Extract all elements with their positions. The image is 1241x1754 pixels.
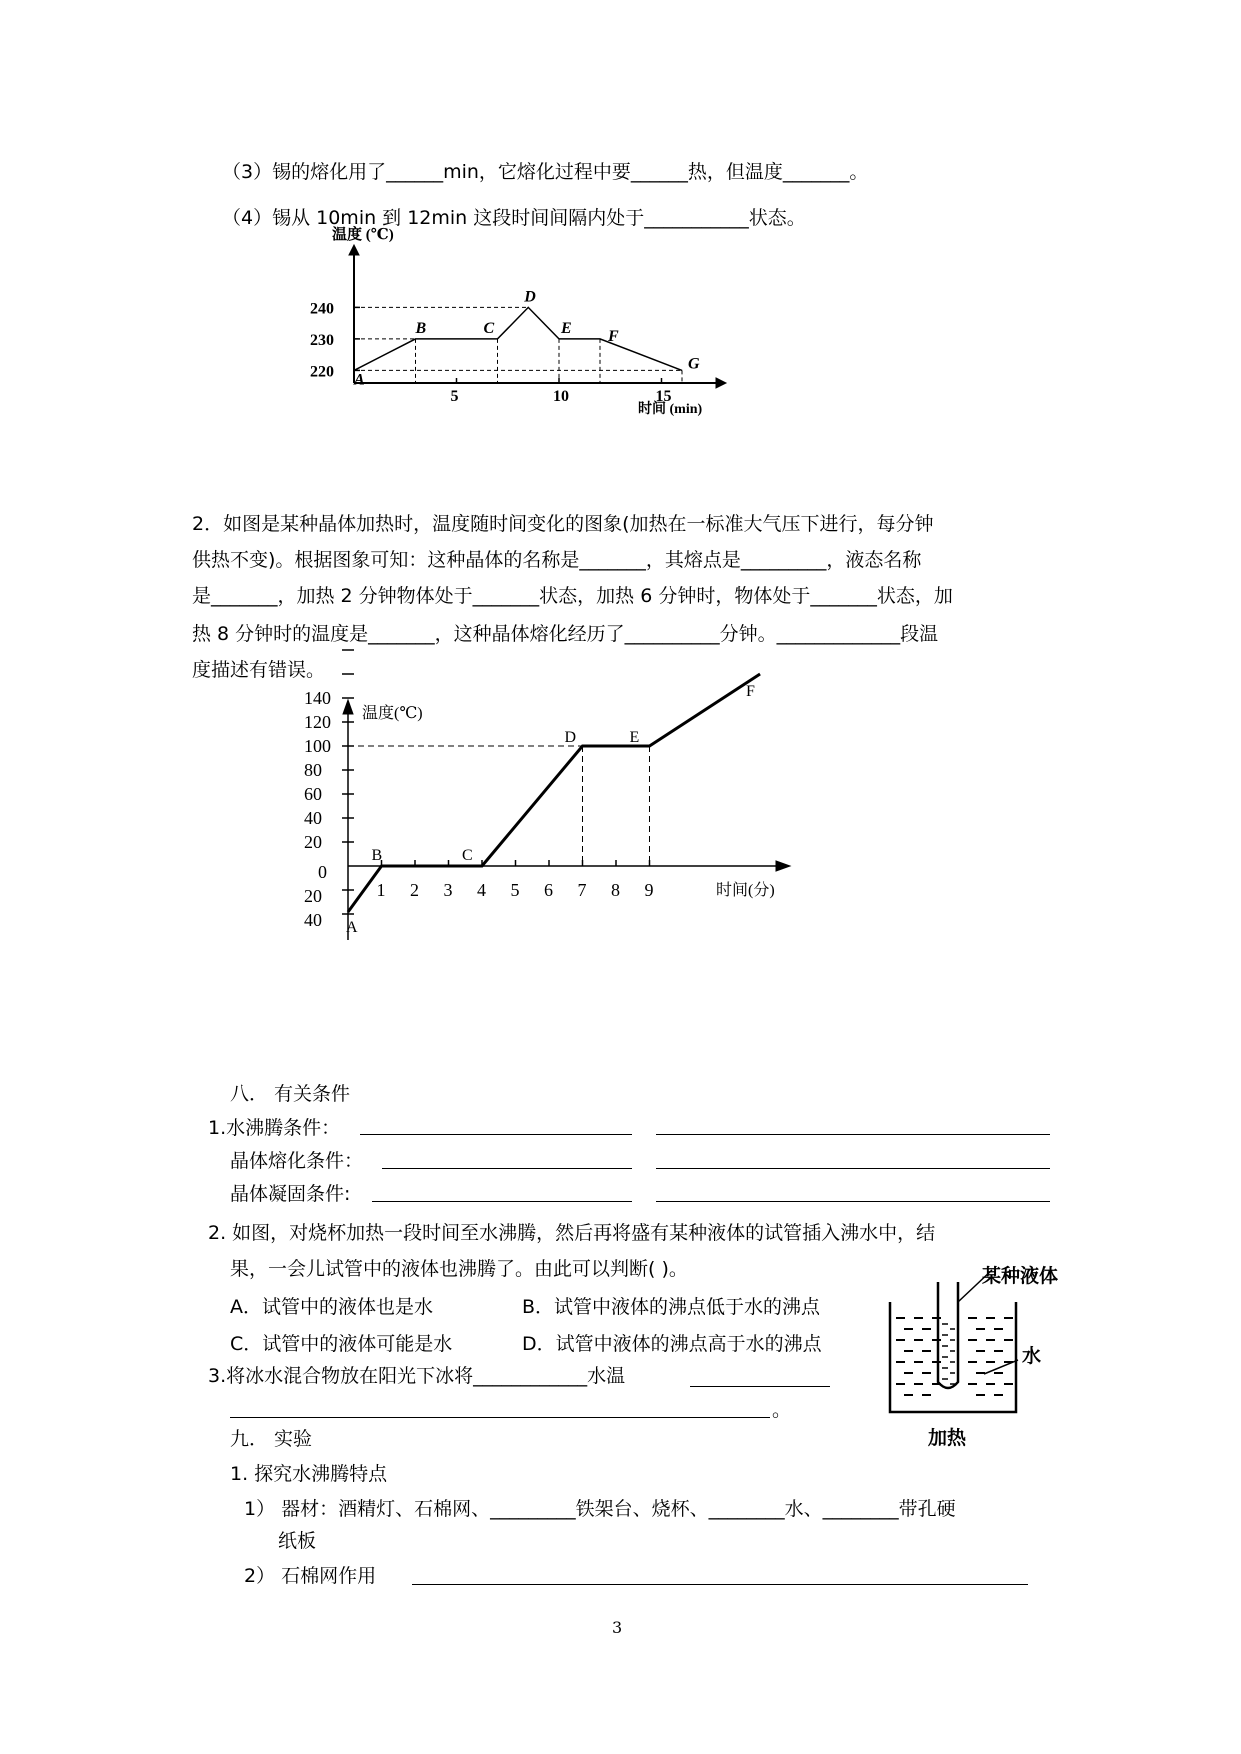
y-tick-label: 140: [304, 688, 331, 708]
q2-line1: 2．如图是某种晶体加热时，温度随时间变化的图象(加热在一标准大气压下进行，每分钟: [192, 513, 934, 535]
q2-line2: 供热不变)。根据图象可知：这种晶体的名称是_______，其熔点是_________，液态名称: [192, 549, 922, 571]
section-8-heading: 八． 有关条件: [230, 1083, 351, 1105]
point-label-D: D: [524, 288, 536, 306]
water-label: 水: [1022, 1346, 1042, 1367]
melting-blank-1: [382, 1168, 632, 1169]
experiment-1-heading: 1. 探究水沸腾特点: [230, 1463, 388, 1485]
condition-melting-label: 晶体熔化条件：: [230, 1150, 364, 1172]
x-tick-label: 7: [577, 880, 587, 900]
point-label-D: D: [564, 729, 577, 746]
option-b: B．试管中液体的沸点低于水的沸点: [522, 1296, 821, 1318]
y-tick-label: 100: [304, 736, 331, 756]
tin-question-4: （4）锡从 10min 到 12min 这段时间间隔内处于___________状态。: [222, 207, 806, 229]
asbestos-net-blank: [412, 1584, 1028, 1585]
x-tick-label: 1: [376, 880, 386, 900]
melting-blank-2: [656, 1168, 1050, 1169]
freezing-blank-2: [656, 1201, 1050, 1202]
x-axis-arrow: [776, 861, 790, 871]
y-tick-label: 220: [310, 363, 334, 381]
x-tick-label: 6: [544, 880, 553, 900]
option-c: C．试管中的液体可能是水: [230, 1333, 453, 1355]
y-tick-label: 120: [304, 712, 331, 732]
page-number: 3: [612, 1618, 623, 1637]
point-label-E: E: [629, 729, 640, 746]
x-axis-label: 时间(分): [716, 882, 775, 899]
y-axis-label: 温度(℃): [362, 705, 423, 722]
point-label-E: E: [561, 319, 572, 337]
y-tick-label: 20: [304, 832, 322, 852]
equipment-line: 1） 器材：酒精灯、石棉网、_________铁架台、烧杯、________水、________带孔硬: [244, 1498, 956, 1520]
boiling-blank-1: [360, 1134, 632, 1135]
y-axis-arrow: [343, 700, 353, 714]
tin-question-3: （3）锡的熔化用了______min，它熔化过程中要______热，但温度_______。: [222, 161, 869, 183]
q2-line5: 度描述有错误。: [192, 659, 326, 681]
y-tick-label: 40: [304, 808, 322, 828]
boiling-question-line2: 果，一会儿试管中的液体也沸腾了。由此可以判断( )。: [230, 1258, 688, 1280]
boiling-question-line1: 2. 如图，对烧杯加热一段时间至水沸腾，然后再将盛有某种液体的试管插入沸水中，结: [208, 1222, 936, 1244]
x-tick-label: 9: [644, 880, 654, 900]
option-d: D．试管中液体的沸点高于水的沸点: [522, 1333, 822, 1355]
y-axis-arrow: [349, 245, 359, 255]
liquid-label: 某种液体: [982, 1266, 1059, 1287]
x-axis-arrow: [716, 378, 726, 388]
x-axis-label: 时间 (min): [638, 402, 703, 417]
asbestos-net-question: 2） 石棉网作用: [244, 1565, 377, 1587]
x-tick-label: 2: [410, 880, 419, 900]
x-tick-label: 3: [443, 880, 453, 900]
y-tick-label-zero: 0: [318, 862, 327, 882]
condition-boiling-label: 1.水沸腾条件：: [208, 1117, 341, 1139]
ice-water-blank-line: [230, 1417, 770, 1418]
point-label-B: B: [371, 847, 383, 864]
point-label-G: G: [688, 355, 700, 373]
y-tick-label: 80: [304, 760, 322, 780]
q2-line3: 是_______，加热 2 分钟物体处于_______状态，加热 6 分钟时，物体处于_______状态，加: [192, 585, 953, 607]
section-9-heading: 九． 实验: [230, 1428, 313, 1450]
point-label-B: B: [415, 319, 427, 337]
x-tick-label: 5: [450, 388, 459, 405]
q2-line4: 热 8 分钟时的温度是_______，这种晶体熔化经历了__________分钟。_____________段温: [192, 623, 939, 645]
point-label-F: F: [746, 683, 755, 700]
point-label-F: F: [608, 327, 619, 345]
point-label-A: A: [354, 371, 365, 389]
tin-temperature-chart: [310, 227, 820, 465]
ice-water-question: 3.将冰水混合物放在阳光下冰将____________水温: [208, 1365, 626, 1387]
point-label-C: C: [483, 319, 495, 337]
option-a: A．试管中的液体也是水: [230, 1296, 433, 1318]
point-label-A: A: [346, 919, 358, 936]
ice-water-end-mark: 。: [772, 1399, 792, 1421]
y-tick-label: 230: [310, 331, 334, 349]
crystal-heating-chart: [304, 683, 900, 1050]
x-tick-label: 4: [477, 880, 486, 900]
y-tick-label-negative: 20: [304, 886, 322, 906]
x-tick-label: 5: [510, 880, 520, 900]
y-tick-label: 240: [310, 300, 334, 318]
y-tick-label: 60: [304, 784, 322, 804]
condition-freezing-label: 晶体凝固条件:: [230, 1183, 351, 1205]
heat-label: 加热: [928, 1428, 967, 1449]
beaker-test-tube-figure: [876, 1262, 1066, 1452]
water-temp-blank: [690, 1386, 830, 1387]
x-tick-label: 10: [553, 388, 569, 405]
y-axis-label: 温度 (℃): [332, 227, 394, 243]
point-label-C: C: [462, 847, 473, 864]
boiling-blank-2: [656, 1134, 1050, 1135]
x-tick-label: 8: [611, 880, 620, 900]
x-tick-label: 15: [655, 388, 672, 405]
y-tick-label-negative: 40: [304, 910, 322, 930]
equipment-line-cont: 纸板: [278, 1530, 317, 1552]
freezing-blank-1: [372, 1201, 632, 1202]
